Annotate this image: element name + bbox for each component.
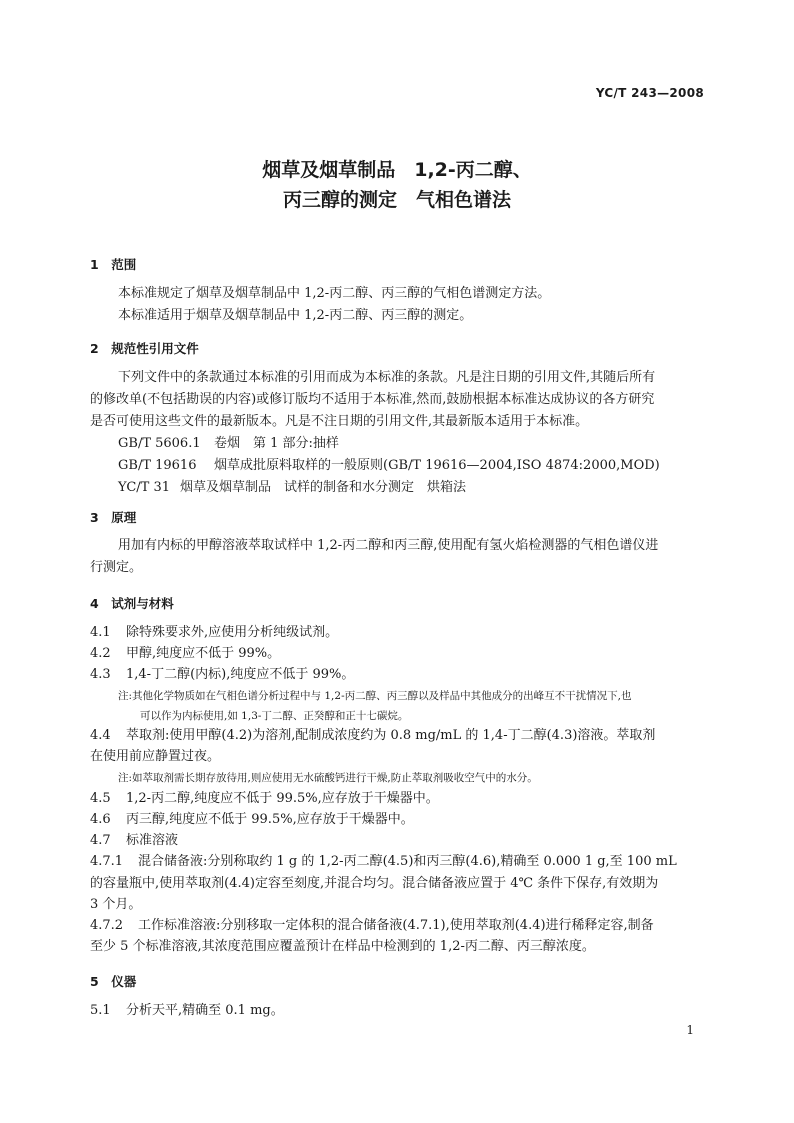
- clause-4-7-1-line-2: 的容量瓶中,使用萃取剂(4.4)定容至刻度,并混合均匀。混合储备液应置于 4℃ 条件下保存,有效期为: [90, 876, 659, 891]
- clause-number: 4.4: [90, 728, 111, 743]
- clause-4-3: [90, 667, 354, 683]
- clause-number: 4.5: [90, 791, 111, 806]
- clause-text: 混合储备液:分别称取约 1 g 的 1,2-丙二醇(4.5)和丙三醇(4.6),精确至 0.000 1 g,至 100 mL: [138, 854, 677, 869]
- reference-item: [118, 480, 466, 496]
- clause-4-1: [90, 625, 338, 641]
- clause-4-6: [90, 812, 414, 828]
- clause-text: 标准溶液: [126, 833, 179, 848]
- clause-text: 分析天平,精确至 0.1 mg。: [126, 1003, 284, 1018]
- clause-number: 4.1: [90, 625, 111, 640]
- reference-item: [118, 458, 660, 474]
- reference-title: 烟草成批原料取样的一般原则(GB/T 19616—2004,ISO 4874:2000,MOD): [214, 458, 660, 473]
- note-4-3-line-1: 注:其他化学物质如在气相色谱分析过程中与 1,2-丙二醇、丙三醇以及样品中其他成分的出峰互不干扰情况下,也: [118, 690, 632, 702]
- clause-text: 萃取剂:使用甲醇(4.2)为溶剂,配制成浓度约为 0.8 mg/mL 的 1,4-丁二醇(4.3)溶液。萃取剂: [126, 728, 656, 743]
- clause-text: 丙三醇,纯度应不低于 99.5%,应存放于干燥器中。: [126, 812, 414, 827]
- document-title-line-1: 烟草及烟草制品 1,2-丙二醇、: [262, 159, 532, 181]
- clause-number: 4.7.1: [90, 854, 124, 869]
- note-4-3-line-2: 可以作为内标使用,如 1,3-丁二醇、正癸醇和正十七碳烷。: [140, 710, 409, 722]
- clause-number: 4.3: [90, 667, 111, 682]
- reference-title: 烟草及烟草制品 试样的制备和水分测定 烘箱法: [180, 480, 467, 495]
- standard-code: YC/T 243—2008: [595, 86, 704, 100]
- section-2-paragraph-line-3: 是否可使用这些文件的最新版本。凡是不注日期的引用文件,其最新版本适用于本标准。: [90, 414, 589, 429]
- reference-item: [118, 436, 339, 452]
- clause-text: 工作标准溶液:分别移取一定体积的混合储备液(4.7.1),使用萃取剂(4.4)进行稀释定容,制备: [138, 918, 654, 933]
- reference-code: YC/T 31: [118, 480, 171, 495]
- section-4-heading: 4 试剂与材料: [90, 596, 174, 611]
- clause-text: 1,2-丙二醇,纯度应不低于 99.5%,应存放于干燥器中。: [126, 791, 439, 806]
- reference-code: GB/T 19616: [118, 458, 197, 473]
- clause-4-5: [90, 791, 439, 807]
- clause-text: 1,4-丁二醇(内标),纯度应不低于 99%。: [126, 667, 355, 682]
- document-title-line-2: 丙三醇的测定 气相色谱法: [282, 189, 511, 211]
- clause-4-4-line-2: 在使用前应静置过夜。: [90, 749, 221, 764]
- clause-number: 4.2: [90, 646, 111, 661]
- clause-4-7-2-line-2: 至少 5 个标准溶液,其浓度范围应覆盖预计在样品中检测到的 1,2-丙二醇、丙三醇浓度。: [90, 939, 595, 954]
- clause-text: 除特殊要求外,应使用分析纯级试剂。: [126, 625, 339, 640]
- section-2-paragraph-line-1: 下列文件中的条款通过本标准的引用而成为本标准的条款。凡是注日期的引用文件,其随后所有: [118, 370, 656, 385]
- section-3-paragraph-line-1: 用加有内标的甲醇溶液萃取试样中 1,2-丙二醇和丙三醇,使用配有氢火焰检测器的气相色谱仪进: [118, 538, 659, 553]
- section-3-paragraph-line-2: 行测定。: [90, 560, 143, 575]
- clause-4-7-2: [90, 918, 654, 934]
- clause-4-7: [90, 833, 178, 849]
- clause-4-7-1-line-3: 3 个月。: [90, 897, 142, 912]
- page-number: 1: [686, 1023, 694, 1037]
- section-1-heading: 1 范围: [90, 257, 137, 272]
- clause-number: 4.7: [90, 833, 111, 848]
- clause-number: 5.1: [90, 1003, 111, 1018]
- clause-4-4: [90, 728, 655, 744]
- section-5-heading: 5 仪器: [90, 974, 137, 989]
- section-1-paragraph-2: 本标准适用于烟草及烟草制品中 1,2-丙二醇、丙三醇的测定。: [118, 308, 473, 323]
- section-2-heading: 2 规范性引用文件: [90, 341, 199, 356]
- reference-code: GB/T 5606.1: [118, 436, 201, 451]
- reference-title: 卷烟 第 1 部分:抽样: [214, 436, 339, 451]
- section-3-heading: 3 原理: [90, 510, 137, 525]
- clause-5-1: [90, 1003, 284, 1019]
- clause-4-2: [90, 646, 280, 662]
- clause-number: 4.6: [90, 812, 111, 827]
- clause-text: 甲醇,纯度应不低于 99%。: [126, 646, 281, 661]
- note-4-4: 注:如萃取剂需长期存放待用,则应使用无水硫酸钙进行干燥,防止萃取剂吸收空气中的水分。: [118, 772, 538, 784]
- clause-4-7-1: [90, 854, 677, 870]
- clause-number: 4.7.2: [90, 918, 124, 933]
- section-2-paragraph-line-2: 的修改单(不包括勘误的内容)或修订版均不适用于本标准,然而,鼓励根据本标准达成协议的各方研究: [90, 392, 655, 407]
- section-1-paragraph-1: 本标准规定了烟草及烟草制品中 1,2-丙二醇、丙三醇的气相色谱测定方法。: [118, 286, 551, 301]
